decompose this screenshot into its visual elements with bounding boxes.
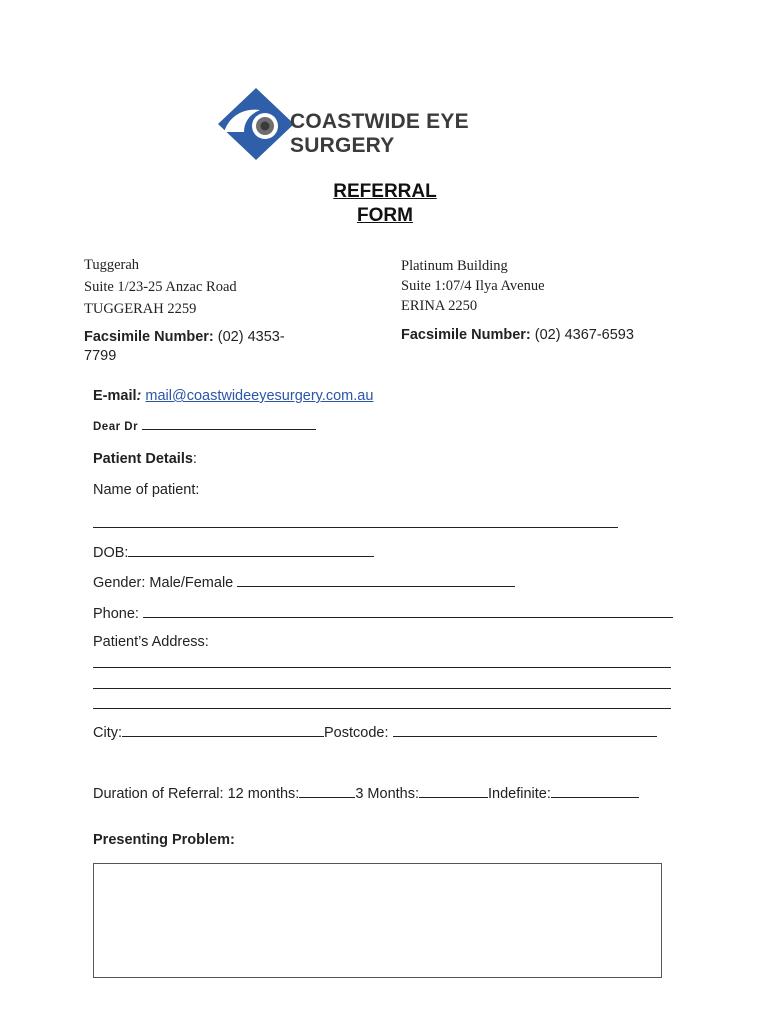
email-row	[93, 388, 373, 404]
address-line-2[interactable]	[93, 688, 671, 689]
address-line-1[interactable]	[93, 667, 671, 668]
fax-tuggerah	[84, 328, 285, 366]
fax-value: (02) 4353-	[217, 329, 285, 345]
logo-name: COASTWIDE EYE SURGERY	[290, 110, 469, 157]
location-tuggerah	[84, 254, 237, 320]
dob-label: DOB:	[93, 545, 129, 561]
form-title	[280, 180, 490, 228]
form-title-line-2: FORM	[357, 205, 413, 226]
duration-12-months-label: Duration of Referral: 12 months:	[93, 786, 300, 802]
gender-label: Gender: Male/Female	[93, 575, 234, 591]
location-suburb: TUGGERAH 2259	[84, 301, 197, 317]
patient-address-label: Patient’s Address:	[93, 634, 209, 650]
location-address: Suite 1:07/4 Ilya Avenue	[401, 278, 545, 294]
name-of-patient-field[interactable]	[93, 527, 618, 528]
gender-field[interactable]	[237, 573, 515, 587]
fax-value-continued: 7799	[84, 348, 117, 364]
dear-dr-field[interactable]	[142, 419, 316, 430]
email-colon: :	[136, 388, 142, 404]
gender-row	[93, 573, 515, 591]
logo	[216, 86, 561, 162]
phone-field[interactable]	[143, 604, 673, 618]
dob-row	[93, 543, 374, 561]
phone-row	[93, 604, 673, 622]
duration-3-months-label: 3 Months:	[355, 786, 419, 802]
location-erina	[401, 256, 545, 316]
name-of-patient-label: Name of patient:	[93, 482, 200, 498]
fax-label: Facsimile Number:	[401, 327, 531, 343]
dear-dr-label: Dear Dr	[93, 421, 139, 433]
location-address: Suite 1/23-25 Anzac Road	[84, 279, 237, 295]
duration-indefinite-label: Indefinite:	[488, 786, 551, 802]
dob-field[interactable]	[128, 543, 374, 557]
phone-label: Phone:	[93, 606, 139, 622]
location-suburb: ERINA 2250	[401, 298, 478, 314]
fax-erina	[401, 327, 634, 343]
city-postcode-row	[93, 723, 657, 741]
city-field[interactable]	[122, 723, 324, 737]
postcode-field[interactable]	[393, 723, 657, 737]
address-line-3[interactable]	[93, 708, 671, 709]
postcode-label: Postcode:	[324, 725, 389, 741]
location-name: Tuggerah	[84, 257, 140, 273]
duration-3-months-field[interactable]	[419, 784, 488, 798]
eye-diamond-logo-icon	[216, 86, 296, 162]
email-label: E-mail	[93, 388, 137, 404]
presenting-problem-label: Presenting Problem:	[93, 832, 235, 848]
dear-dr-row	[93, 419, 316, 433]
location-name: Platinum Building	[401, 258, 508, 274]
duration-indefinite-field[interactable]	[551, 784, 639, 798]
email-link[interactable]: mail@coastwideeyesurgery.com.au	[145, 388, 374, 404]
duration-row	[93, 784, 639, 802]
city-label: City:	[93, 725, 122, 741]
fax-value: (02) 4367-6593	[534, 327, 634, 343]
fax-label: Facsimile Number:	[84, 329, 214, 345]
form-title-line-1: REFERRAL	[333, 181, 437, 202]
patient-details-heading: Patient Details:	[93, 451, 197, 467]
duration-12-months-field[interactable]	[299, 784, 355, 798]
presenting-problem-box[interactable]	[93, 863, 662, 978]
